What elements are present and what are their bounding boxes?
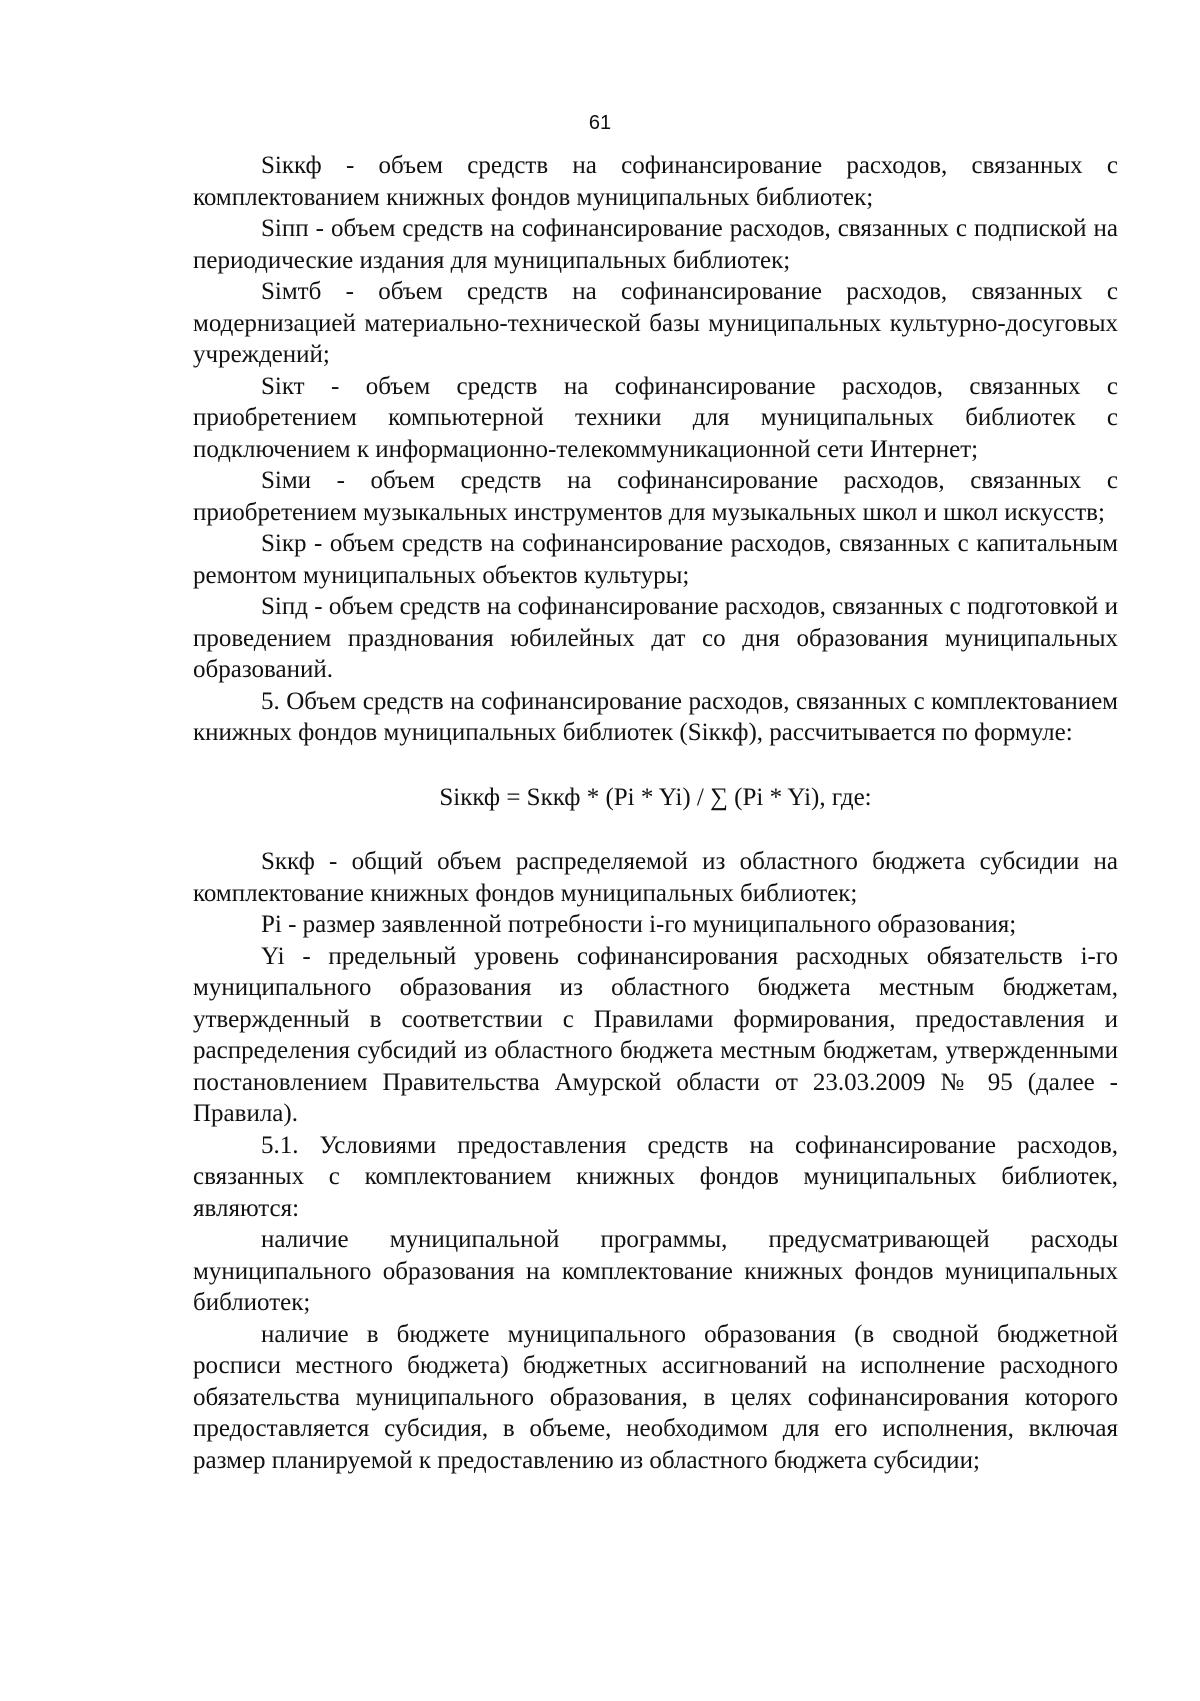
- condition-budget: наличие в бюджете муниципального образования (в сводной бюджетной росписи местного бюджета) бюджетных ассигнований на исполнение расходного обязательства муниципального образования, в целях софинансирования которого предоставляется субсидия, в объеме, необходимом для его исполнения, включая размер планируемой к предоставлению из областного бюджета субсидии;: [193, 1320, 1118, 1474]
- condition-program: наличие муниципальной программы, предусматривающей расходы муниципального образования на комплектование книжных фондов муниципальных библиотек;: [193, 1226, 1118, 1316]
- definition-sikkf: Siккф - объем средств на софинансирование расходов, связанных с комплектованием книжных фондов муниципальных библиотек;: [193, 152, 1118, 211]
- definition-simi: Siми - объем средств на софинансирование расходов, связанных с приобретением музыкальных инструментов для музыкальных школ и школ искусств;: [193, 467, 1118, 526]
- definition-skkf: Sккф - общий объем распределяемой из областного бюджета субсидии на комплектование книжных фондов муниципальных библиотек;: [193, 848, 1118, 907]
- definition-sikt: Siкт - объем средств на софинансирование расходов, связанных с приобретением компьютерной техники для муниципальных библиотек с подключением к информационно-телекоммуникационной сети Интернет;: [193, 372, 1118, 463]
- page-number: 61: [588, 112, 612, 134]
- definition-sikr: Siкр - объем средств на софинансирование расходов, связанных с капитальным ремонтом муниципальных объектов культуры;: [193, 530, 1118, 589]
- clause-5: 5. Объем средств на софинансирование расходов, связанных с комплектованием книжных фондов муниципальных библиотек (Siккф), рассчитывается по формуле:: [193, 687, 1118, 746]
- definition-yi: Yi - предельный уровень софинансирования расходных обязательств i-го муниципального образования из областного бюджета местным бюджетам, утвержденный в соответствии с Правилами формирования, предоставления и распределения субсидий из областного бюджета местным бюджетам, утвержденными постановлением Правительства Амурской области от 23.03.2009 № 95 (далее - Правила).: [193, 942, 1118, 1127]
- definition-simtb: Siмтб - объем средств на софинансирование расходов, связанных с модернизацией материально-технической базы муниципальных культурно-досуговых учреждений;: [193, 278, 1118, 368]
- document-body: [193, 150, 1118, 1476]
- definition-sipd: Siпд - объем средств на софинансирование расходов, связанных с подготовкой и проведением празднования юбилейных дат со дня образования муниципальных образований.: [193, 593, 1118, 683]
- clause-5-1: 5.1. Условиями предоставления средств на софинансирование расходов, связанных с комплектованием книжных фондов муниципальных библиотек, являются:: [193, 1131, 1118, 1222]
- definition-sipp: Siпп - объем средств на софинансирование расходов, связанных с подпиской на периодические издания для муниципальных библиотек;: [193, 215, 1118, 274]
- definition-pi: Pi - размер заявленной потребности i-го муниципального образования;: [261, 911, 1017, 938]
- formula: Siккф = Sккф * (Pi * Yi) / ∑ (Pi * Yi), где:: [439, 783, 872, 811]
